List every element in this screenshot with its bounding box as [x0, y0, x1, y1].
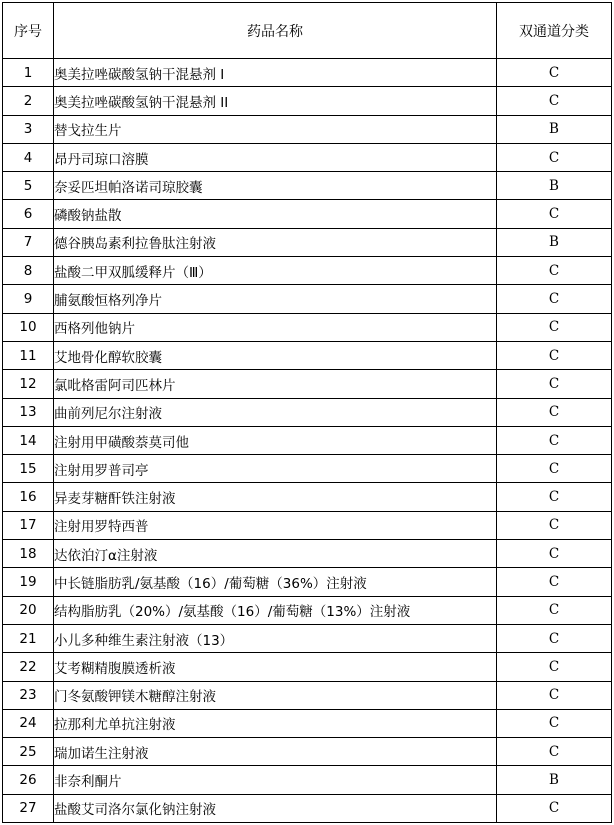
- dual-channel-class-cell: C: [497, 257, 612, 285]
- table-row: [3, 59, 612, 87]
- table-header-row: [3, 3, 612, 59]
- serial-number-cell: 23: [3, 681, 54, 709]
- table-row: [3, 313, 612, 341]
- dual-channel-class-cell: C: [497, 426, 612, 454]
- drug-name-cell: 门冬氨酸钾镁木糖醇注射液: [54, 681, 497, 709]
- serial-number-cell: 18: [3, 540, 54, 568]
- table-row: [3, 115, 612, 143]
- table-row: [3, 596, 612, 624]
- drug-name-cell: 曲前列尼尔注射液: [54, 398, 497, 426]
- drug-name-cell: 艾考糊精腹膜透析液: [54, 653, 497, 681]
- dual-channel-class-cell: C: [497, 200, 612, 228]
- dual-channel-class-cell: C: [497, 341, 612, 369]
- drug-name-cell: 磷酸钠盐散: [54, 200, 497, 228]
- dual-channel-class-cell: C: [497, 540, 612, 568]
- dual-channel-class-cell: C: [497, 59, 612, 87]
- drug-name-cell: 奥美拉唑碳酸氢钠干混悬剂 I: [54, 59, 497, 87]
- serial-number-cell: 27: [3, 794, 54, 822]
- dual-channel-class-cell: B: [497, 172, 612, 200]
- table-row: [3, 341, 612, 369]
- table-row: [3, 483, 612, 511]
- drug-name-cell: 瑞加诺生注射液: [54, 738, 497, 766]
- drug-name-cell: 中长链脂肪乳/氨基酸（16）/葡萄糖（36%）注射液: [54, 568, 497, 596]
- serial-number-cell: 1: [3, 59, 54, 87]
- table-row: [3, 455, 612, 483]
- table-row: [3, 709, 612, 737]
- table-row: [3, 681, 612, 709]
- table-row: [3, 766, 612, 794]
- drug-name-cell: 结构脂肪乳（20%）/氨基酸（16）/葡萄糖（13%）注射液: [54, 596, 497, 624]
- table-row: [3, 540, 612, 568]
- table-row: [3, 87, 612, 115]
- drug-name-cell: 拉那利尤单抗注射液: [54, 709, 497, 737]
- dual-channel-class-cell: C: [497, 455, 612, 483]
- table-body: [3, 59, 612, 823]
- drug-name-cell: 达依泊汀α注射液: [54, 540, 497, 568]
- table-row: [3, 172, 612, 200]
- dual-channel-class-cell: B: [497, 766, 612, 794]
- drug-name-cell: 注射用甲磺酸萘莫司他: [54, 426, 497, 454]
- dual-channel-class-cell: C: [497, 624, 612, 652]
- serial-number-cell: 7: [3, 228, 54, 256]
- header-drug-name: 药品名称: [54, 3, 497, 59]
- dual-channel-class-cell: C: [497, 87, 612, 115]
- dual-channel-class-cell: C: [497, 370, 612, 398]
- drug-name-cell: 注射用罗特西普: [54, 511, 497, 539]
- drug-name-cell: 小儿多种维生素注射液（13）: [54, 624, 497, 652]
- serial-number-cell: 26: [3, 766, 54, 794]
- serial-number-cell: 4: [3, 143, 54, 171]
- drug-name-cell: 盐酸二甲双胍缓释片（Ⅲ）: [54, 257, 497, 285]
- dual-channel-class-cell: C: [497, 511, 612, 539]
- table-row: [3, 370, 612, 398]
- dual-channel-class-cell: C: [497, 794, 612, 822]
- dual-channel-class-cell: C: [497, 709, 612, 737]
- serial-number-cell: 6: [3, 200, 54, 228]
- drug-name-cell: 艾地骨化醇软胶囊: [54, 341, 497, 369]
- serial-number-cell: 12: [3, 370, 54, 398]
- serial-number-cell: 8: [3, 257, 54, 285]
- table-row: [3, 624, 612, 652]
- serial-number-cell: 5: [3, 172, 54, 200]
- drug-name-cell: 氯吡格雷阿司匹林片: [54, 370, 497, 398]
- dual-channel-class-cell: C: [497, 483, 612, 511]
- drug-name-cell: 注射用罗普司亭: [54, 455, 497, 483]
- dual-channel-class-cell: C: [497, 285, 612, 313]
- dual-channel-class-cell: C: [497, 398, 612, 426]
- drug-name-cell: 替戈拉生片: [54, 115, 497, 143]
- table-row: [3, 426, 612, 454]
- serial-number-cell: 25: [3, 738, 54, 766]
- drug-name-cell: 德谷胰岛素利拉鲁肽注射液: [54, 228, 497, 256]
- serial-number-cell: 19: [3, 568, 54, 596]
- dual-channel-class-cell: C: [497, 596, 612, 624]
- serial-number-cell: 17: [3, 511, 54, 539]
- table-row: [3, 568, 612, 596]
- table-row: [3, 511, 612, 539]
- table-row: [3, 228, 612, 256]
- serial-number-cell: 15: [3, 455, 54, 483]
- dual-channel-class-cell: C: [497, 143, 612, 171]
- serial-number-cell: 13: [3, 398, 54, 426]
- dual-channel-class-cell: C: [497, 738, 612, 766]
- table-row: [3, 257, 612, 285]
- serial-number-cell: 22: [3, 653, 54, 681]
- dual-channel-class-cell: C: [497, 653, 612, 681]
- drug-name-cell: 奥美拉唑碳酸氢钠干混悬剂 II: [54, 87, 497, 115]
- header-dual-channel-class: 双通道分类: [497, 3, 612, 59]
- drug-name-cell: 盐酸艾司洛尔氯化钠注射液: [54, 794, 497, 822]
- serial-number-cell: 9: [3, 285, 54, 313]
- serial-number-cell: 2: [3, 87, 54, 115]
- drug-name-cell: 西格列他钠片: [54, 313, 497, 341]
- table-row: [3, 738, 612, 766]
- serial-number-cell: 21: [3, 624, 54, 652]
- drug-classification-table: [2, 2, 612, 823]
- serial-number-cell: 10: [3, 313, 54, 341]
- drug-name-cell: 奈妥匹坦帕洛诺司琼胶囊: [54, 172, 497, 200]
- drug-name-cell: 脯氨酸恒格列净片: [54, 285, 497, 313]
- serial-number-cell: 11: [3, 341, 54, 369]
- serial-number-cell: 14: [3, 426, 54, 454]
- table-row: [3, 653, 612, 681]
- dual-channel-class-cell: C: [497, 313, 612, 341]
- serial-number-cell: 20: [3, 596, 54, 624]
- header-serial-number: 序号: [3, 3, 54, 59]
- dual-channel-class-cell: C: [497, 568, 612, 596]
- table-row: [3, 200, 612, 228]
- table-row: [3, 794, 612, 822]
- drug-name-cell: 异麦芽糖酐铁注射液: [54, 483, 497, 511]
- dual-channel-class-cell: B: [497, 228, 612, 256]
- serial-number-cell: 16: [3, 483, 54, 511]
- table-row: [3, 285, 612, 313]
- table-row: [3, 143, 612, 171]
- serial-number-cell: 24: [3, 709, 54, 737]
- drug-name-cell: 昂丹司琼口溶膜: [54, 143, 497, 171]
- dual-channel-class-cell: C: [497, 681, 612, 709]
- table-row: [3, 398, 612, 426]
- drug-name-cell: 非奈利酮片: [54, 766, 497, 794]
- serial-number-cell: 3: [3, 115, 54, 143]
- dual-channel-class-cell: B: [497, 115, 612, 143]
